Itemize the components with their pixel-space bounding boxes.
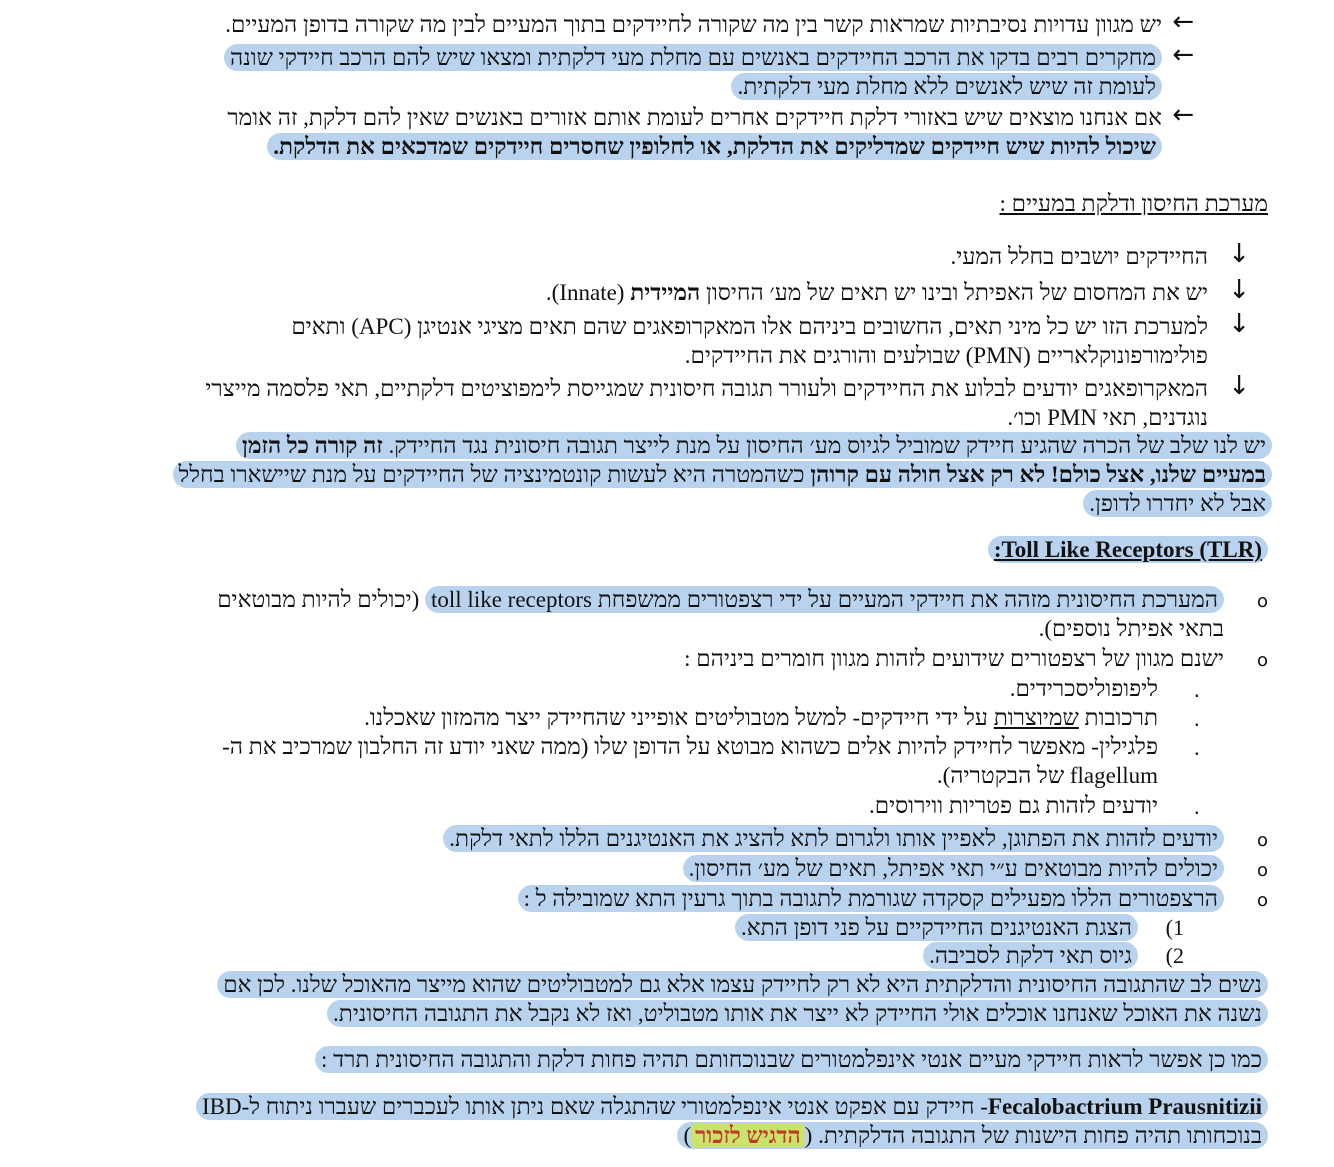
text: תרכובות [1078,705,1158,730]
bold-text: זה קורה כל הזמן [242,433,383,458]
numbered-item-1 [735,913,1138,942]
tlr-item-3 [443,824,1224,853]
text: בנוכחותו תהיה פחות הישנות של התגובה הדלקתית. ( [804,1123,1262,1148]
tlr-subitem-1: ליפופוליסכרידים. [1009,676,1158,701]
remember-highlight-tag: הדגיש לזכור [691,1123,805,1148]
immune-item-3-line2: פולימורפונוקלאריים (PMN) שבולעים והורגים את החיידקים. [684,343,1208,368]
tlr-item-1-line1 [217,585,1224,614]
highlight: מחקרים רבים בדקו את הרכב החיידקים באנשים עם מחלת מעי דלקתית ומצאו שיש להם הרכב חיידקי שונה [224,44,1162,71]
down-arrow-icon: ↓ [1228,239,1250,269]
tlr-item-5 [518,884,1224,913]
highlight [677,1122,1268,1149]
text: יש לנו שלב של הכרה שהגיע חיידק שמוביל לגיוס מע׳ החיסון על מנת לייצר תגובה חיסונית נגד החיידק. [382,433,1266,458]
left-arrow-icon: ← [1172,100,1194,130]
highlight: הצגת האנטיגנים החיידקיים על פני דופן התא. [735,914,1138,941]
highlight: גיוס תאי דלקת לסביבה. [923,942,1138,969]
hollow-circle-bullet-icon: o [1256,650,1268,671]
immune-item-4-line1: המאקרופאגים יודעים לבלוע את החיידקים ולעורר תגובה חיסונית שמגייסת לימפוציטים דלקתיים, תאי פלסמה מייצרי [205,376,1208,401]
immune-item-2 [546,278,1208,307]
section1-item-2-line1 [224,43,1162,72]
tlr-subitem-3-line1: פלגילין- מאפשר לחיידק להיות אלים כשהוא מבוטא על הדופן שלו (ממה שאני יודע זה החלבון שמרכיב את ה- [222,734,1158,759]
left-arrow-icon: ← [1172,40,1194,70]
tlr-subitem-3-line2: flagellum של הבקטריה). [936,763,1158,788]
tlr-item-2: ישנם מגוון של רצפטורים שידועים לזהות מגוון חומרים ביניהם : [684,646,1224,671]
fecal-line2 [677,1121,1268,1150]
left-arrow-icon: ← [1172,7,1194,37]
highlight: לעומת זה שיש לאנשים ללא מחלת מעי דלקתית. [731,73,1162,100]
underlined-text: שמיוצרות [993,705,1079,730]
text: כשהמטרה היא לעשות קונטמינציה של החיידקים על מנת שיישארו בחלל [178,462,811,487]
section1-item-3-line1: אם אנחנו מוצאים שיש באזורי דלקת חיידקים אחרים לעומת אותם אזורים באנשים שאין להם דלקת, זה אומר [227,105,1162,130]
highlight: Toll Like Receptors (TLR): [988,536,1268,563]
down-arrow-icon: ↓ [1228,275,1250,305]
numbered-label: 2) [1165,943,1184,968]
highlight: נשנה את האוכל שאנחנו אוכלים אולי החיידק לא ייצר את אותו מטבוליט, ואז לא נקבל את התגובה החיסונית. [327,1000,1268,1027]
fecal-line1 [196,1092,1268,1121]
bold-text: במעיים שלנו, אצל כולם! לא רק אצל חולה עם קרוהן [810,462,1266,487]
immune-para-line1 [236,431,1272,460]
section-title-tlr [988,535,1268,564]
section-title-immune: מערכת החיסון ודלקת במעיים : [999,191,1268,216]
immune-item-3-line1: למערכת הזו יש כל מיני תאים, החשובים ביניהם אלו המאקרופאגים שהם תאים מציגי אנטיגן (APC) ותאים [291,314,1208,339]
section1-item-3-line2 [267,132,1162,161]
note-line2 [327,999,1268,1028]
bold-text: המיידית [630,280,701,305]
text: (Innate). [545,280,631,305]
text: ) [683,1123,692,1148]
down-arrow-icon: ↓ [1228,309,1250,339]
text: (יכולים להיות מבוטאים [217,587,426,612]
tlr-subitem-2 [364,703,1158,732]
numbered-label: 1) [1165,915,1184,940]
hollow-circle-bullet-icon: o [1256,890,1268,911]
highlight: המערכת החיסונית מזהה את חיידקי המעיים על ידי רצפטורים ממשפחת toll like receptors [425,586,1224,613]
immune-item-4-line2: נוגדנים, תאי PMN וכו׳. [1007,405,1208,430]
dot-bullet-icon: . [1193,795,1200,819]
immune-para-line2 [173,460,1273,489]
note-line1 [217,970,1268,999]
text: יש את המחסום של האפיתל ובינו יש תאים של מע׳ החיסון [700,280,1208,305]
highlight [196,1093,1268,1120]
dot-bullet-icon: . [1193,736,1200,760]
down-arrow-icon: ↓ [1228,371,1250,401]
text: על ידי חיידקים- למשל מטבוליטים אופייני שהחיידק ייצר מהמזון שאכלנו. [364,705,994,730]
dot-bullet-icon: . [1193,707,1200,731]
dot-bullet-icon: . [1193,678,1200,702]
text: - חיידק עם אפקט אנטי אינפלמטורי שהתגלה שאם ניתן אותו לעכברים שעברו ניתוח ל-IBD [202,1094,988,1119]
immune-item-1: החיידקים יושבים בחלל המעי. [950,244,1208,269]
highlight [173,461,1273,488]
hollow-circle-bullet-icon: o [1256,830,1268,851]
section1-item-1: יש מגוון עדויות נסיבתיות שמראות קשר בין מה שקורה לחיידקים בתוך המעיים לבין מה שקורה בדופן המעיים. [225,12,1162,37]
tlr-item-1-line2: בתאי אפיתל נוספים). [1038,616,1224,641]
highlight: יודעים לזהות את הפתוגן, לאפיין אותו ולגרום לתא להציג את האנטיגנים הללו לתאי דלקת. [443,825,1224,852]
highlight: הרצפטורים הללו מפעילים קסקדה שגורמת לתגובה בתוך גרעין התא שמובילה ל : [518,885,1224,912]
section1-item-2-line2 [731,72,1162,101]
immune-para-line3 [1083,489,1272,518]
numbered-item-2 [923,941,1138,970]
highlight [236,432,1272,459]
highlight: שיכול להיות שיש חיידקים שמדליקים את הדלקת, או לחלופין שחסרים חיידקים שמדכאים את הדלקת. [267,133,1162,160]
hollow-circle-bullet-icon: o [1256,591,1268,612]
note2-line [315,1045,1268,1074]
hollow-circle-bullet-icon: o [1256,860,1268,881]
highlight: כמו כן אפשר לראות חיידקי מעיים אנטי אינפלמטורים שבנוכחותם תהיה פחות דלקת והתגובה החיסונית תרד : [315,1046,1268,1073]
highlight: אבל לא יחדרו לדופן. [1083,490,1272,517]
highlight: יכולים להיות מבוטאים ע״י תאי אפיתל, תאים של מע׳ החיסון. [683,855,1224,882]
tlr-item-4 [683,854,1224,883]
bold-text: Fecalobactrium Prausnitizii [987,1094,1262,1119]
highlight: נשים לב שהתגובה החיסונית והדלקתית היא לא רק לחיידק עצמו אלא גם למטבוליטים שהוא מייצר מהאוכל שלנו. לכן אם [217,971,1268,998]
tlr-subitem-4: יודעים לזהות גם פטריות ווירוסים. [868,793,1158,818]
